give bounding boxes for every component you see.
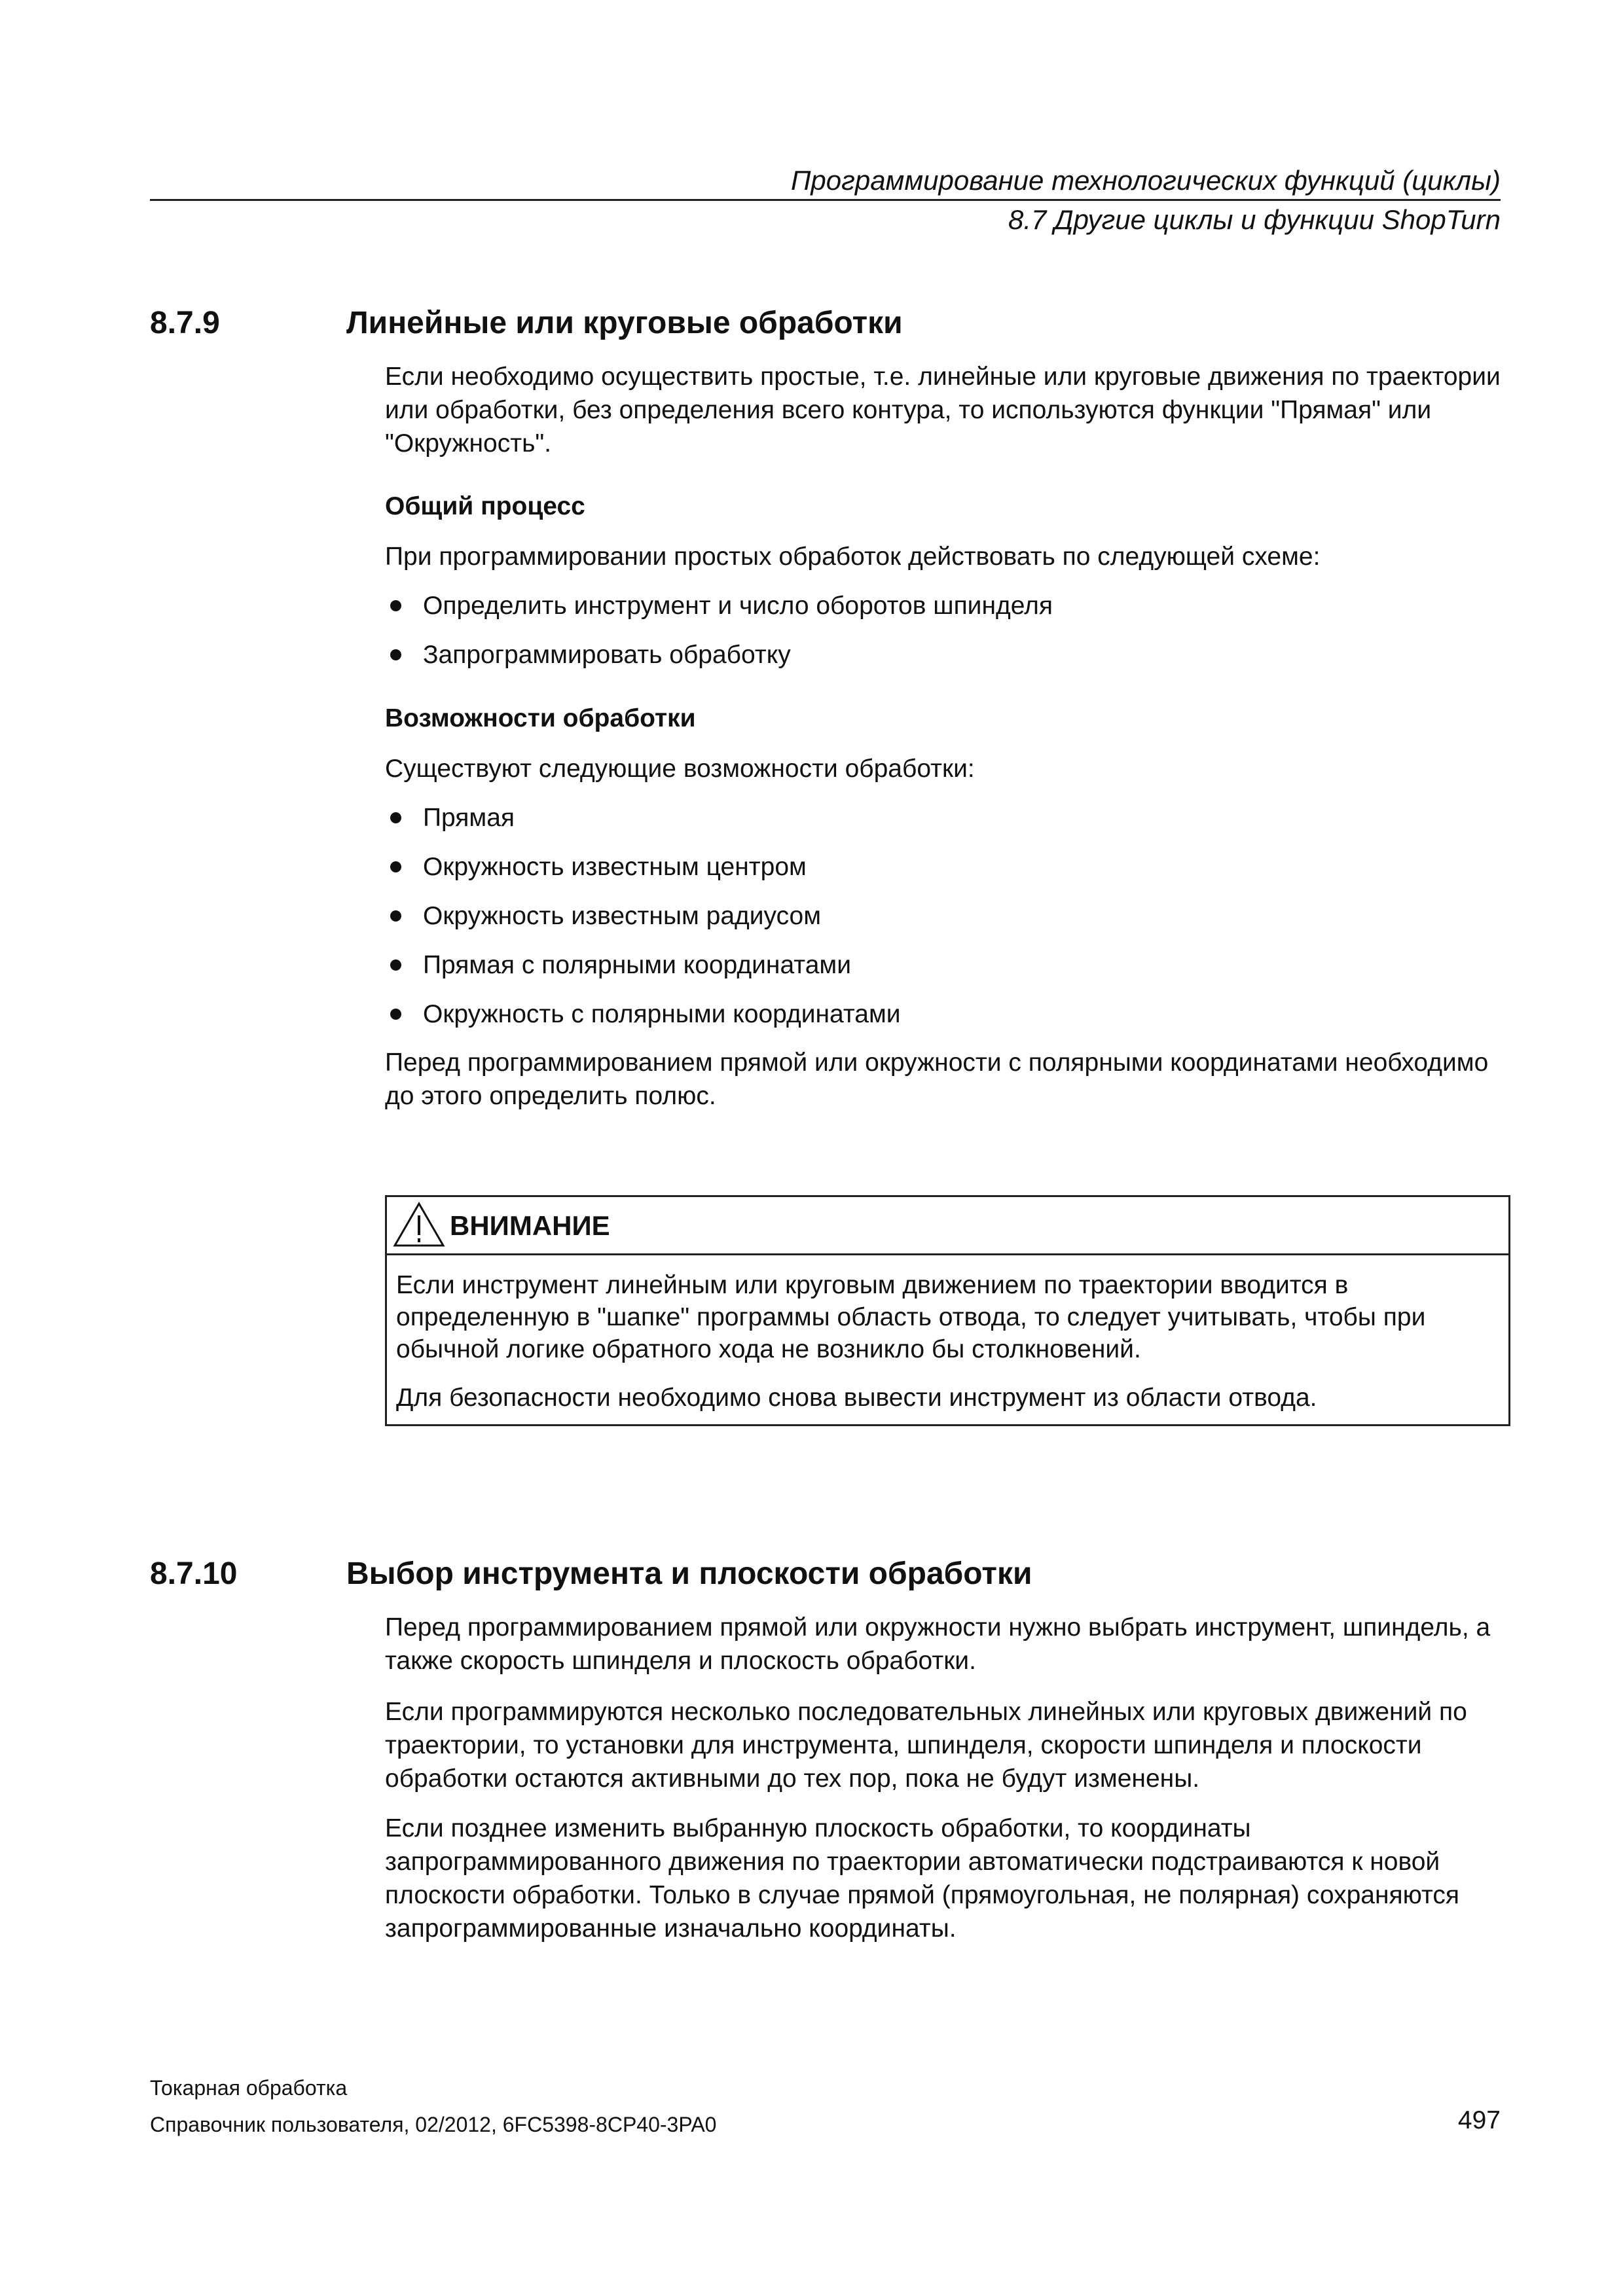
list-item: Окружность с полярными координатами: [385, 997, 1511, 1047]
bullet-icon: [390, 1009, 401, 1020]
page-number: 497: [1457, 2106, 1501, 2134]
footer-product: Токарная обработка: [150, 2076, 348, 2100]
general-process-list: [385, 589, 1511, 687]
section-8710-title: Выбор инструмента и плоскости обработки: [346, 1556, 1032, 1591]
list-item: Прямая с полярными координатами: [385, 948, 1511, 997]
section-879-intro: Если необходимо осуществить простые, т.е. линейные или круговые движения по траектории или обработки, без определения всего контура, то используются функции "Прямая" или "Окружность".: [385, 363, 1501, 457]
header-section-title: 8.7 Другие циклы и функции ShopTurn: [1008, 204, 1501, 235]
warning-box: [385, 1195, 1510, 1426]
section-879-title: Линейные или круговые обработки: [346, 306, 903, 340]
footer-manual: Справочник пользователя, 02/2012, 6FC5398-8CP40-3PA0: [150, 2113, 717, 2136]
section-8710-paragraph-1: Перед программированием прямой или окружности нужно выбрать инструмент, шпиндель, а также скорость шпинделя и плоскость обработки.: [385, 1613, 1491, 1675]
bullet-icon: [390, 649, 401, 660]
list-item: Прямая: [385, 801, 1511, 850]
warning-paragraph-2: Для безопасности необходимо снова вывести инструмент из области отвода.: [396, 1384, 1317, 1412]
warning-paragraph-1: Если инструмент линейным или круговым движением по траектории вводится в определенную в "шапке" программы область отвода, то следует учитывать, чтобы при обычной логике обратного хода не возникло бы столкновений.: [396, 1271, 1426, 1363]
header-chapter-title: Программирование технологических функций (циклы): [790, 165, 1501, 196]
machining-options-text: Существуют следующие возможности обработки:: [385, 755, 975, 783]
list-item: Определить инструмент и число оборотов шпинделя: [385, 589, 1511, 638]
general-process-text: При программировании простых обработок действовать по следующей схеме:: [385, 543, 1321, 571]
warning-title: ВНИМАНИЕ: [450, 1210, 610, 1241]
bullet-icon: [390, 910, 401, 922]
list-item: Окружность известным центром: [385, 850, 1511, 899]
subheading-general-process: Общий процесс: [385, 492, 585, 520]
list-item: Запрограммировать обработку: [385, 638, 1511, 687]
section-8710-number: 8.7.10: [150, 1556, 238, 1591]
bullet-icon: [390, 600, 401, 611]
warning-triangle-icon: [392, 1201, 446, 1248]
section-879-number: 8.7.9: [150, 306, 220, 340]
bullet-icon: [390, 960, 401, 971]
list-item: Окружность известным радиусом: [385, 899, 1511, 948]
section-8710-paragraph-2: Если программируются несколько последовательных линейных или круговых движений по траектории, то установки для инструмента, шпинделя, скорости шпинделя и плоскости обработки остаются активными до тех пор, пока не будут изменены.: [385, 1698, 1467, 1793]
polar-pole-note: Перед программированием прямой или окружности с полярными координатами необходимо до этого определить полюс.: [385, 1049, 1489, 1110]
bullet-icon: [390, 812, 401, 823]
warning-header: [387, 1197, 1508, 1255]
bullet-icon: [390, 861, 401, 872]
subheading-machining-options: Возможности обработки: [385, 704, 696, 732]
section-8710-paragraph-3: Если позднее изменить выбранную плоскость обработки, то координаты запрограммированного движения по траектории автоматически подстраиваются к новой плоскости обработки. Только в случае прямой (прямоугольная, не полярная) сохраняются запрограммированные изначально координаты.: [385, 1814, 1460, 1943]
header-rule: [150, 199, 1501, 201]
machining-options-list: [385, 801, 1511, 1047]
